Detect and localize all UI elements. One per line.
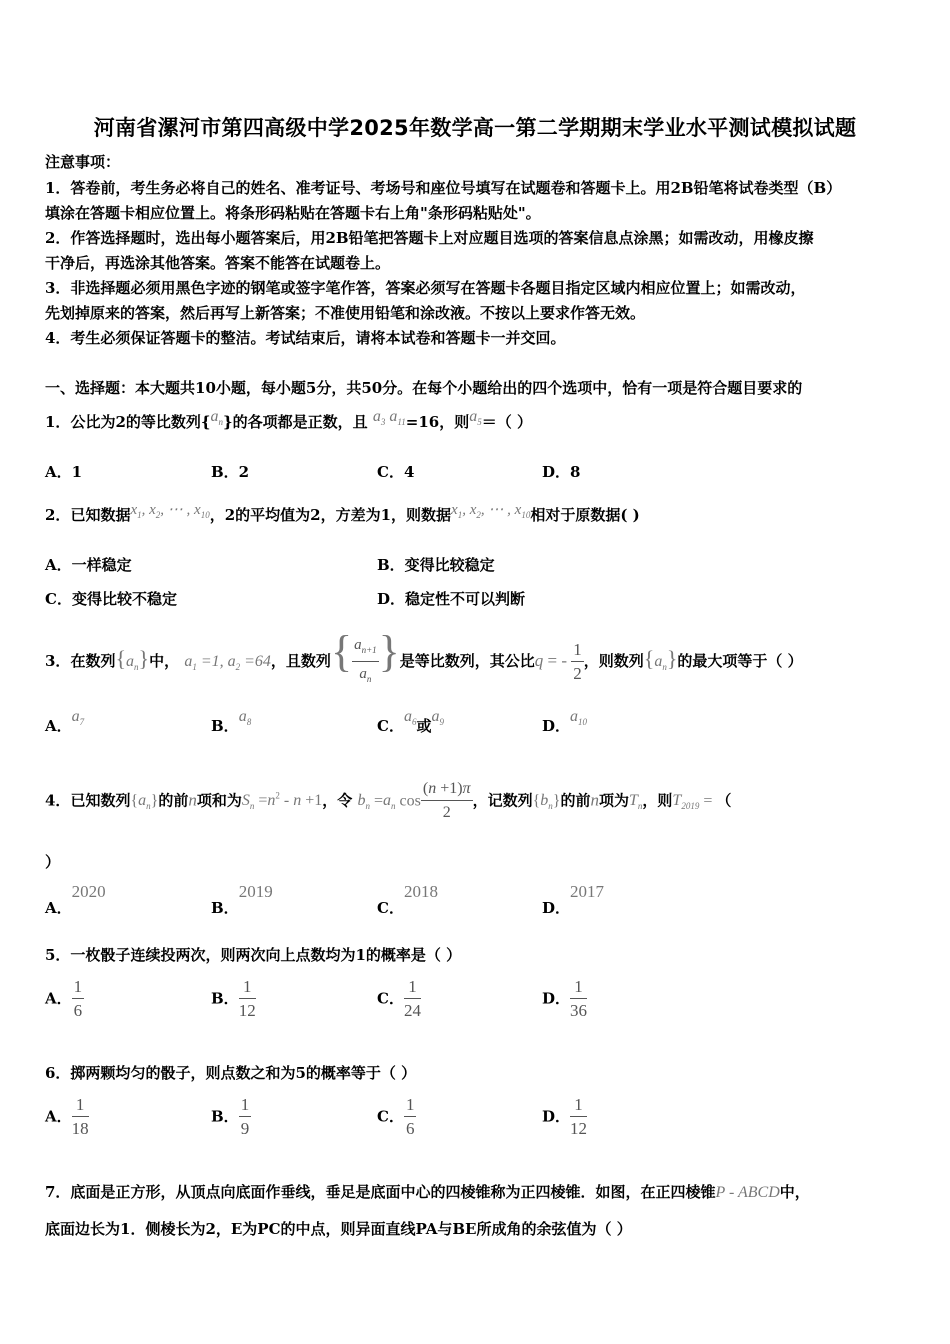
q4-option-b[interactable]: B．2019 [211,882,273,917]
notice-line: 填涂在答题卡相应位置上。将条形码粘贴在答题卡右上角"条形码粘贴处"。 [45,204,541,222]
q4-option-d[interactable]: D．2017 [542,882,605,917]
q5-option-a[interactable]: A． $\frac{1}{6}$ [45,977,83,1020]
question-1: 1．公比为2的等比数列$\{a_n\}$的各项都是正数，且 $a_3$ $a_{11}=16$，则$a_5=$（ ） [45,408,532,431]
notice-line: 先划掉原来的答案，然后再写上新答案；不准使用铅笔和涂改液。不按以上要求作答无效。 [45,304,646,322]
page-title: 河南省漯河市第四高级中学2025年数学高一第二学期期末学业水平测试模拟试题 [93,116,857,140]
q3-option-c[interactable]: C．$a_6$或$a_9$ [377,708,444,735]
q4-option-c[interactable]: C．2018 [377,882,438,917]
q6-option-a[interactable]: A． $\frac{1}{18}$ [45,1095,89,1138]
q6-option-b[interactable]: B． $\frac{1}{9}$ [211,1095,250,1138]
notice-line: 4．考生必须保证答题卡的整洁。考试结束后，请将本试卷和答题卡一并交回。 [45,329,566,347]
question-7: 7．底面是正方形，从顶点向底面作垂线，垂足是底面中心的四棱锥称为正四棱锥．如图，在正四棱锥P - ABCD中， [45,1183,810,1201]
q3-option-a[interactable]: A．$a_7$ [45,708,85,735]
q5-option-b[interactable]: B． $\frac{1}{12}$ [211,977,256,1020]
question-3: 3．在数列$\{a_n\}$中， $a_1 =1$, $a_2 =64$，且数列{ $\frac{a_{n+1}}{a_n}$ }是等比数列，其公比q = - $\frac{1}{2}$ ，则数列$\{a_n\}$的最大项等于（ ） [45,627,803,684]
q1-option-b[interactable]: B．2 [211,463,250,481]
question-5: 5．一枚骰子连续投两次，则两次向上点数均为1的概率是（ ） [45,946,462,964]
q2-option-b[interactable]: B．变得比较稳定 [377,556,495,574]
notice-heading: 注意事项： [45,153,121,171]
notice-line: 干净后，再选涂其他答案。答案不能答在试题卷上。 [45,254,391,272]
q1-option-a[interactable]: A．1 [45,463,83,481]
q1-option-d[interactable]: D．8 [542,463,581,481]
q2-option-c[interactable]: C．变得比较不稳定 [45,590,177,608]
q2-option-d[interactable]: D．稳定性不可以判断 [377,590,526,608]
question-6: 6．掷两颗均匀的骰子，则点数之和为5的概率等于（ ） [45,1064,417,1082]
q5-option-d[interactable]: D． $\frac{1}{36}$ [542,977,588,1020]
notice-line: 3．非选择题必须用黑色字迹的钢笔或签字笔作答，答案必须写在答题卡各题目指定区域内相应位置上；如需改动， [45,279,806,297]
q5-option-c[interactable]: C． $\frac{1}{24}$ [377,977,421,1020]
q4-closing: ） [45,853,61,871]
q4-option-a[interactable]: A．2020 [45,882,106,917]
notice-line: 1．答卷前，考生务必将自己的姓名、准考证号、考场号和座位号填写在试题卷和答题卡上。用2B铅笔将试卷类型（B） [45,179,842,197]
q2-option-a[interactable]: A．一样稳定 [45,556,132,574]
q1-option-c[interactable]: C．4 [377,463,415,481]
question-7-line2: 底面边长为1．侧棱长为2，E为PC的中点，则异面直线PA与BE所成角的余弦值为（ ） [45,1220,632,1238]
q3-option-d[interactable]: D．$a_{10}$ [542,708,588,735]
q6-option-d[interactable]: D． $\frac{1}{12}$ [542,1095,588,1138]
q3-option-b[interactable]: B．$a_8$ [211,708,252,735]
question-2: 2．已知数据$x_1$, $x_2$, ⋯ , $x_{10}$，2的平均值为2，方差为1，则数据$x_1$, $x_2$, ⋯ , $x_{10}$相对于原数据( ) [45,502,640,524]
question-4: 4．已知数列$\{a_n\}$的前n项和为$S_n =n^2 - n +1$，令 $b_n =a_n$ cos $\frac{(n +1)\pi}{2}$ ，记数列$\{b_n\}$的前n项为$T_n$，则$T_{2019}$ = （ [45,779,732,821]
q6-option-c[interactable]: C． $\frac{1}{6}$ [377,1095,415,1138]
section-heading: 一、选择题：本大题共10小题，每小题5分，共50分。在每个小题给出的四个选项中，恰有一项是符合题目要求的 [45,379,803,397]
notice-line: 2．作答选择题时，选出每小题答案后，用2B铅笔把答题卡上对应题目选项的答案信息点涂黑；如需改动，用橡皮擦 [45,229,814,247]
